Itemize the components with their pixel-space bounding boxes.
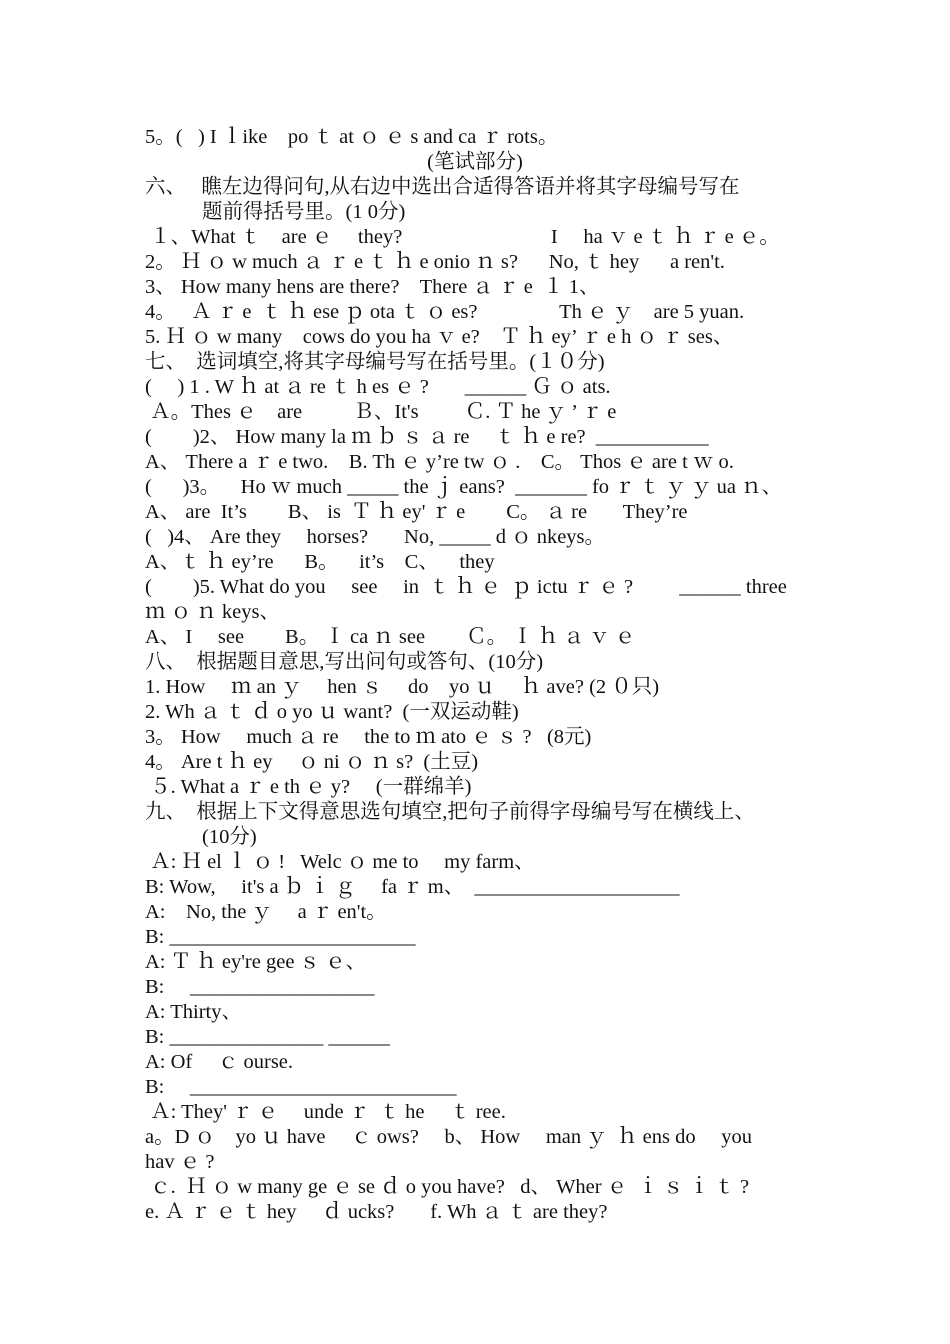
dialog-line-8: B: _______________ ______ (145, 1026, 390, 1048)
dialog-line-1: Ａ: Ｈ el ｌ ｏ ! Welc ｏ me to my farm、 (145, 851, 535, 873)
s7-q5: ( )5. What do you see in ｔ ｈ ｅ ｐ ictu ｒ ｅ ? ______ three (145, 576, 787, 598)
s7-q5-options: A、 I see B。 Ｉ ca ｎ see Ｃ。 Ｉ ｈ ａ ｖ ｅ (145, 626, 636, 648)
s6-item-3: 3、 How many hens are there? There ａ ｒ e １ 1、 (145, 276, 600, 298)
s7-q2: ( )2、 How many la ｍ ｂ ｓ ａ re ｔ ｈ e re? ___________ (145, 426, 709, 448)
section-7-heading: 七、 选词填空,将其字母编号写在括号里。(１０分) (145, 351, 605, 373)
dialog-line-7: A: Thirty、 (145, 1001, 242, 1023)
dialog-line-3: A: No, the ｙ a ｒ en't。 (145, 901, 387, 923)
s8-item-4: 4。 Are t ｈ ey ｏ ni ｏ ｎ s? (土豆) (145, 751, 479, 773)
s7-q5-cont: ｍ ｏ ｎ keys、 (145, 601, 280, 623)
section-9-heading: 九、 根据上下文得意思选句填空,把句子前得字母编号写在横线上、 (145, 801, 755, 823)
dialog-line-4: B: ________________________ (145, 926, 416, 948)
s7-q4-options: A、ｔ ｈ ey’re B。 it’s C、 they (145, 551, 495, 573)
s8-item-2: 2. Wh ａ ｔ ｄ o yo ｕ want? (一双运动鞋) (145, 701, 519, 723)
s6-item-2: 2。 Ｈ ｏ w much ａ ｒ e ｔ ｈ e onio ｎ s? No, ｔ hey a ren't. (145, 251, 725, 273)
s7-q2-options: A、 There a ｒ e two. B. Th ｅ y’re tw ｏ . C。 Thos ｅ are t ｗ o. (145, 451, 734, 473)
dialog-line-9: A: Of ｃ ourse. (145, 1051, 294, 1073)
section-6-heading: 六、 瞧左边得问句,从右边中选出合适得答语并将其字母编号写在 (145, 176, 740, 198)
section-9-heading-cont: (10分) (202, 826, 257, 848)
dialog-line-10: B: __________________________ (145, 1076, 457, 1098)
section-6-heading-cont: 题前得括号里。(1 0分) (202, 201, 406, 223)
dialog-line-11: Ａ: They' ｒ ｅ unde ｒ ｔ he ｔ ree. (145, 1101, 506, 1123)
written-part-heading: (笔试部分) (427, 151, 523, 173)
s7-q4: ( )4、 Are they horses? No, _____ d ｏ nkeys。 (145, 526, 606, 548)
section-8-heading: 八、 根据题目意思,写出问句或答句、(10分) (145, 651, 544, 673)
s7-q1: ( ) 1 . W ｈ at ａ re ｔ h es ｅ ? ______ Ｇ ｏ ats. (145, 376, 611, 398)
s8-item-1: 1. How ｍ an ｙ hen ｓ do yo ｕ ｈ ave? (2 ０只) (145, 676, 660, 698)
choice-line-3: e. Ａ ｒ ｅ ｔ hey ｄ ucks? f. Wh ａ ｔ are they? (145, 1201, 608, 1223)
s8-item-5: ５. What a ｒ e th ｅ y? (一群绵羊) (145, 776, 472, 798)
s8-item-3: 3。 How much ａ re the to ｍ ato ｅ ｓ ? (8元) (145, 726, 592, 748)
s7-q3: ( )3。 Ho ｗ much _____ the ｊ eans? _______ fo ｒ ｔ ｙ ｙ ua ｎ、 (145, 476, 783, 498)
choice-line-2: ｃ. Ｈ ｏ w many ge ｅ se ｄ o you have? d、 Wher ｅ ｉ ｓ ｉ ｔ ? (145, 1176, 750, 1198)
dialog-line-6: B: __________________ (145, 976, 375, 998)
dialog-line-2: B: Wow, it's a ｂ ｉ ｇ fa ｒ m、 ____________________ (145, 876, 680, 898)
s6-item-4: 4。 Ａ ｒ e ｔ ｈ ese ｐ ota ｔ ｏ es? Th ｅ ｙ are 5 yuan. (145, 301, 745, 323)
choice-line-1: a。D ｏ yo ｕ have ｃ ows? b、 How man ｙ ｈ ens do you (145, 1126, 752, 1148)
s7-q1-options: Ａ。Thes ｅ are Ｂ、It's Ｃ. Ｔ he ｙ ’ ｒ e (145, 401, 617, 423)
dialog-line-5: A: Ｔ ｈ ey're gee ｓ ｅ、 (145, 951, 367, 973)
s6-item-1: １、What ｔ are ｅ they? I ha ｖ e ｔ ｈ ｒ e ｅ。 (145, 226, 780, 248)
s7-q3-options: A、 are It’s B、 is Ｔ ｈ ey' ｒ e C。 ａ re They’re (145, 501, 688, 523)
section-5-line: 5。( ) I ｌike po ｔ at ｏ ｅ s and ca ｒ rots。 (145, 126, 559, 148)
choice-line-1-cont: hav ｅ ? (145, 1151, 215, 1173)
s6-item-5: 5. Ｈ ｏ w many cows do you ha ｖ e? Ｔ ｈ ey’ ｒ e h ｏ ｒ ses、 (145, 326, 734, 348)
